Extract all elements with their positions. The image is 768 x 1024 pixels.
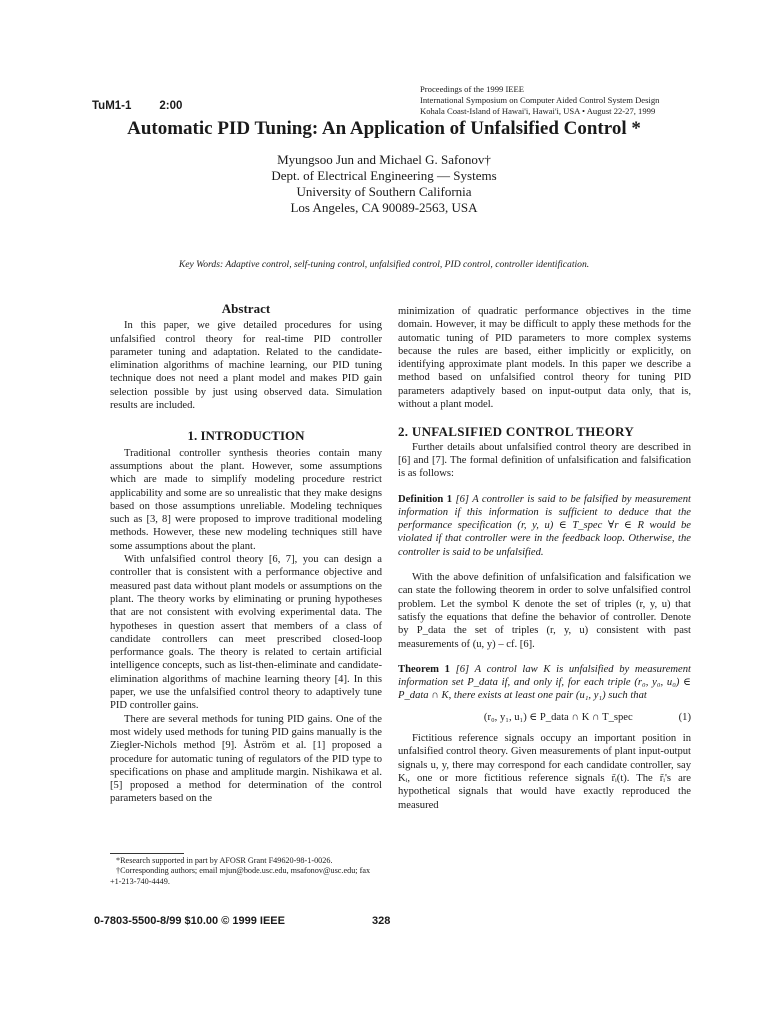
footnote: *Research supported in part by AFOSR Grant F49620-98-1-0026.	[116, 856, 333, 865]
definition-label: Definition 1	[398, 493, 453, 505]
session-time: 2:00	[159, 100, 183, 112]
intro-paragraph: There are several methods for tuning PID gains. One of the most widely used methods for tuning PID gains manually is the Ziegler-Nichols method [9]. Åström et al. [1] proposed a procedure for automatic tuning of regulators of the PID type to specifications on phase and amplitude margin. Nishikawa et al. [5] proposed a method for determination of the control parameters based on the	[110, 713, 382, 805]
footnotes	[110, 856, 382, 887]
section-2-intro: Further details about unfalsified control theory are described in [6] and [7]. The formal definition of unfalsification and falsification is as follows:	[398, 441, 691, 480]
right-column	[398, 305, 691, 812]
proceedings-line: Kohala Coast-Island of Hawai'i, Hawai'i, USA • August 22-27, 1999	[420, 106, 656, 116]
proceedings-line: International Symposium on Computer Aided Control System Design	[420, 95, 660, 105]
intro-paragraph: With unfalsified control theory [6, 7], you can design a controller that is consistent with a performance objective and measured past data without plant models or assumptions on the plant. The theory works by eliminating or pruning hypotheses that are not consistent with evolving experimental data. The hypotheses in question assert that members of a class of candidate controllers can meet prescribed closed-loop performance goals. The theory is related to certain artificial intelligence concepts, such as list-then-eliminate and candidate-elimination algorithms of machine learning theory [4]. In this paper, we use the unfalsified control theory to adaptively tune PID controller gains.	[110, 554, 382, 712]
left-column	[110, 302, 382, 806]
paper-title: Automatic PID Tuning: An Application of Unfalsified Control *	[127, 118, 641, 139]
footnote-rule	[110, 853, 184, 854]
keywords: Key Words: Adaptive control, self-tuning control, unfalsified control, PID control, controller identification.	[178, 259, 590, 270]
theorem-1	[398, 663, 691, 703]
proceedings-info	[420, 84, 720, 117]
intro-paragraph: Traditional controller synthesis theories contain many assumptions about the plant. However, some assumptions which are made to simplify modeling procedure restrict applicability and some are so unrealistic that they make designs based on those assumptions unreliable. Modeling techniques such as [3, 8] were proposed to improve traditional modeling methods. However, these new modeling techniques still have some assumptions about the plant.	[110, 447, 382, 552]
section-2-paragraph: With the above definition of unfalsification and falsification we can state the following theorem in order to solve unfalsified control problem. Let the symbol K denote the set of triples (r, y, u) that satisfy the equations that define the behavior of controller. Denote by P_data the set of triples (r, y, u) consistent with past measurements of (u, y) – cf. [6].	[398, 572, 691, 650]
proceedings-line: Proceedings of the 1999 IEEE	[420, 84, 525, 94]
section-2-paragraph: Fictitious reference signals occupy an important position in unfalsified control theory. Given measurements of plant input-output signals u, y, there may correspond for each candidate controller, say Kᵢ, one or more fictitious reference signals r̃ᵢ(t). The r̃ᵢ's are hypothetical signals that would have exactly reproduced the measured	[398, 733, 691, 811]
continued-paragraph: minimization of quadratic performance objectives in the time domain. However, it may be difficult to apply these methods for the automatic tuning of PID parameters to more complex systems because the rules are based, either implicitly or explicitly, on identifying approximate plant models. In this paper we describe a method based on unfalsified control theory for tuning PID parameters adaptively based on input-output data only, that is, without a plant model.	[398, 306, 691, 411]
section-1-heading: 1. INTRODUCTION	[187, 428, 305, 444]
section-2-heading: 2. UNFALSIFIED CONTROL THEORY	[398, 424, 635, 440]
equation-body: (r₀, y₁, u₁) ∈ P_data ∩ K ∩ T_spec	[483, 711, 633, 723]
definition-text: [6] A controller is said to be falsified by measurement information if this information is sufficient to deduce that the performance specification (r, y, u) ∈ T_spec ∀r ∈ R would be violated if that controller were in the feedback loop. Otherwise, the controller is said to be unfalsified.	[398, 493, 691, 558]
author-block	[0, 152, 768, 216]
affiliation-line: University of Southern California	[296, 184, 472, 199]
theorem-label: Theorem 1	[398, 663, 450, 675]
session-label	[92, 100, 182, 112]
theorem-text: [6] A control law K is unfalsified by measurement information set P_data if, and only if, for each triple (r₀, y₀, u₀) ∈ P_data ∩ K, there exists at least one pair (u₁, y₁) such that	[398, 663, 691, 702]
equation-1	[398, 711, 691, 724]
copyright-line: 0-7803-5500-8/99 $10.00 © 1999 IEEE	[94, 915, 285, 927]
footnote: †Corresponding authors; email mjun@bode.usc.edu, msafonov@usc.edu; fax +1-213-740-4449.	[110, 866, 371, 886]
definition-1	[398, 493, 691, 559]
session-code: TuM1-1	[92, 100, 132, 112]
affiliation-line: Los Angeles, CA 90089-2563, USA	[290, 200, 478, 215]
affiliation-line: Dept. of Electrical Engineering — Systems	[271, 168, 497, 183]
page-number: 328	[372, 915, 391, 927]
abstract-text: In this paper, we give detailed procedures for using unfalsified control theory for real-time PID controller parameter tuning and adaptation. Related to the candidate-elimination algorithms of machine learning, our PID tuning technique does not need a plant model and makes PID gain selection possible by just using observed data. Simulation results are included.	[110, 320, 382, 412]
equation-number: (1)	[678, 711, 691, 723]
abstract-heading: Abstract	[221, 301, 271, 316]
authors: Myungsoo Jun and Michael G. Safonov†	[277, 152, 491, 167]
